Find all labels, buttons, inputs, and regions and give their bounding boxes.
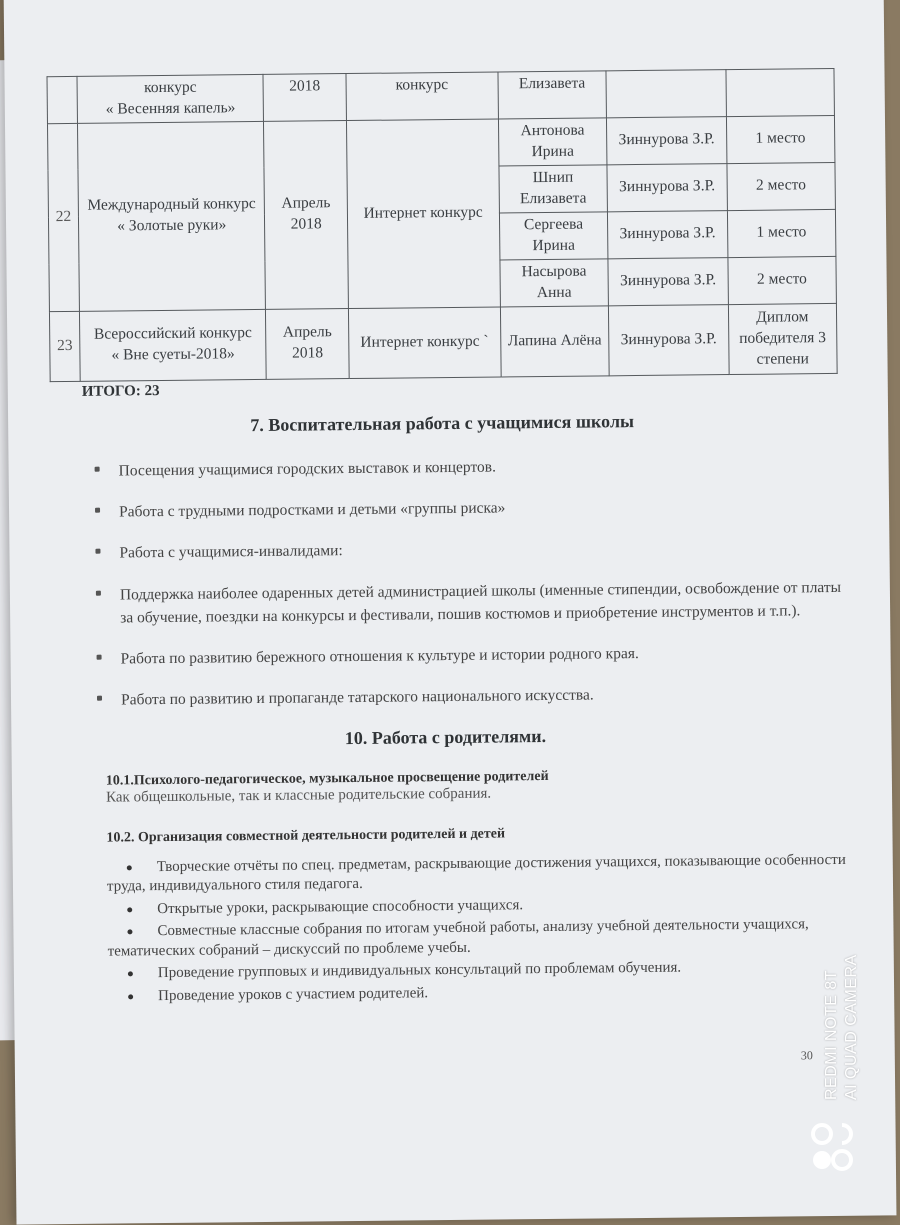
bullet-icon bbox=[127, 865, 132, 870]
cell-form: Интернет конкурс bbox=[346, 119, 500, 309]
awards-table bbox=[46, 68, 837, 382]
cell-student: Шнип Елизавета bbox=[499, 165, 608, 213]
page-content bbox=[38, 68, 848, 1010]
section-10-title: 10. Работа с родителями. bbox=[344, 725, 547, 748]
cell-teacher: Зиннурова З.Р. bbox=[607, 116, 727, 164]
section-10-list bbox=[47, 850, 849, 1007]
list-item bbox=[43, 452, 843, 484]
cell-result: 1 место bbox=[726, 115, 835, 163]
table-row bbox=[49, 303, 837, 381]
list-item-text: Совместные классные собрания по итогам учебной работы, анализу учебной деятельности учащихся, тематических собраний – дискуссий по проблеме учебы. bbox=[107, 916, 809, 960]
list-item bbox=[108, 979, 848, 1006]
cell-result: 2 место bbox=[728, 256, 837, 304]
section-7-title: 7. Воспитательная работа с учащимися школы bbox=[250, 410, 635, 435]
list-item bbox=[107, 915, 847, 962]
subsection-10-2-title: 10.2. Организация совместной деятельности родителей и детей bbox=[106, 826, 506, 846]
bullet-icon bbox=[95, 467, 100, 472]
cell-student: Елизавета bbox=[498, 71, 607, 119]
cell-contest-name: Международный конкурс « Золотые руки» bbox=[77, 121, 265, 311]
cell-student: Лапина Алёна bbox=[500, 306, 609, 377]
bullet-icon bbox=[97, 696, 102, 701]
cell-result: Диплом победителя 3 степени bbox=[728, 303, 837, 374]
list-item-text: Работа по развитию и пропаганде татарского национального искусства. bbox=[120, 686, 594, 709]
cell-form: Интернет конкурс ` bbox=[348, 307, 501, 379]
cell-teacher bbox=[606, 70, 726, 118]
cell-result bbox=[726, 68, 835, 116]
cell-result: 2 место bbox=[727, 162, 836, 210]
camera-watermark bbox=[822, 940, 882, 1100]
cell-number: 23 bbox=[49, 311, 80, 381]
cell-date: Апрель 2018 bbox=[264, 120, 348, 309]
list-item-text: Работа с трудными подростками и детьми «группы риска» bbox=[118, 499, 506, 521]
list-item bbox=[43, 493, 843, 525]
cell-student: Антонова Ирина bbox=[498, 118, 607, 166]
list-item-text: Творческие отчёты по спец. предметам, раскрывающие достижения учащихся, показывающие особенности труда, индивидуального стиля педагога. bbox=[106, 851, 846, 895]
camera-logo-icon bbox=[808, 1120, 858, 1182]
cell-result: 1 место bbox=[727, 209, 836, 257]
cell-teacher: Зиннурова З.Р. bbox=[607, 163, 727, 211]
list-item bbox=[44, 640, 844, 672]
bullet-icon bbox=[127, 907, 132, 912]
list-item-text: Проведение групповых и индивидуальных консультаций по проблемам обучения. bbox=[157, 959, 682, 982]
total-label: ИТОГО: 23 bbox=[81, 382, 160, 400]
list-item-text: Посещения учащимися городских выставок и концертов. bbox=[118, 458, 497, 480]
cell-contest-name: Всероссийский конкурс « Вне суеты-2018» bbox=[79, 309, 266, 381]
bullet-icon bbox=[95, 549, 100, 554]
cell-teacher: Зиннурова З.Р. bbox=[609, 304, 729, 375]
list-item-text: Поддержка наиболее одаренных детей администрацией школы (именные стипендии, освобождение от платы за обучение, поездки на конкурсы и фестивали, пошив костюмов и приобретение инструментов и т.п.). bbox=[119, 578, 842, 627]
list-item-text: Проведение уроков с участием родителей. bbox=[158, 984, 429, 1004]
watermark-line-1: REDMI NOTE 8T bbox=[823, 969, 840, 1100]
subsection-10-1-title: 10.1.Психолого-педагогическое, музыкальное просвещение родителей bbox=[105, 768, 549, 789]
list-item-text: Работа по развитию бережного отношения к культуре и истории родного края. bbox=[120, 645, 639, 668]
section-7-list bbox=[43, 452, 846, 713]
cell-date: 2018 bbox=[263, 74, 346, 122]
cell-date: Апрель 2018 bbox=[266, 308, 349, 379]
subsection-10-1-text: Как общешкольные, так и классные родительские собрания. bbox=[105, 785, 492, 806]
list-item-text: Открытые уроки, раскрывающие способности учащихся. bbox=[157, 896, 524, 917]
list-item bbox=[107, 850, 847, 897]
list-item bbox=[43, 534, 843, 566]
cell-number bbox=[47, 76, 77, 123]
table-row bbox=[47, 68, 834, 123]
cell-number: 22 bbox=[47, 123, 79, 311]
page-number: 30 bbox=[800, 1048, 813, 1063]
list-item-text: Работа с учащимися-инвалидами: bbox=[119, 542, 343, 562]
cell-student: Сергеева Ирина bbox=[499, 212, 608, 260]
cell-student: Насырова Анна bbox=[500, 259, 609, 307]
list-item bbox=[45, 681, 845, 713]
cell-teacher: Зиннурова З.Р. bbox=[608, 257, 728, 305]
cell-teacher: Зиннурова З.Р. bbox=[608, 210, 728, 258]
bullet-icon bbox=[95, 508, 100, 513]
watermark-line-2: AI QUAD CAMERA bbox=[843, 954, 860, 1100]
bullet-icon bbox=[97, 655, 102, 660]
bullet-icon bbox=[96, 590, 101, 595]
list-item bbox=[44, 575, 844, 630]
table-row bbox=[47, 115, 834, 170]
document-page bbox=[4, 0, 897, 1225]
bullet-icon bbox=[128, 994, 133, 999]
cell-form: конкурс bbox=[346, 72, 498, 120]
cell-contest-name: конкурс « Весенняя капель» bbox=[77, 74, 264, 123]
